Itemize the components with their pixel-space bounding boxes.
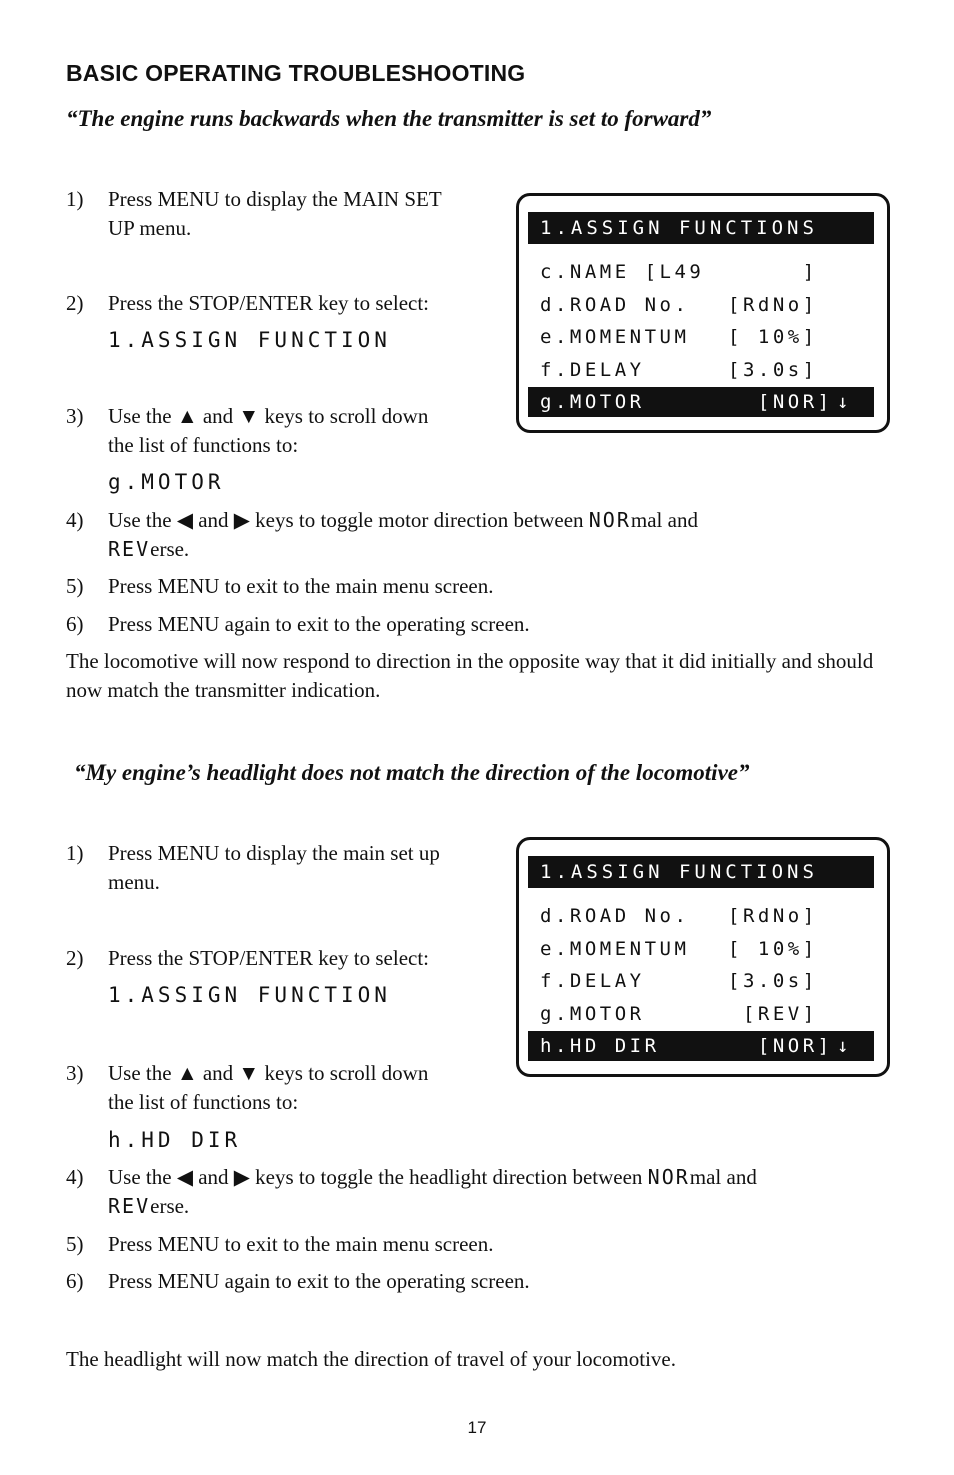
lcd-screen-headlight <box>516 837 890 1077</box>
lcd-row: f.DELAY [3.0s] <box>540 970 818 992</box>
down-arrow-icon: ↓ <box>837 1035 852 1057</box>
lcd-title: 1.ASSIGN FUNCTIONS <box>528 212 874 244</box>
section1-closing: The locomotive will now respond to direction in the opposite way that it did initially and should now match the transmitter indication. <box>66 649 874 702</box>
code-motor: g.MOTOR <box>108 470 225 494</box>
lcd-title: 1.ASSIGN FUNCTIONS <box>528 856 874 888</box>
lcd-row-selected: g.MOTOR [NOR] ↓ <box>528 387 874 417</box>
lcd-row: d.ROAD No. [RdNo] <box>540 905 818 927</box>
lcd-row: g.MOTOR [REV] <box>540 1003 818 1025</box>
code-hd-dir: h.HD DIR <box>108 1128 242 1152</box>
lcd-screen-motor <box>516 193 890 433</box>
page-heading: BASIC OPERATING TROUBLESHOOTING <box>66 60 526 86</box>
lcd-row: d.ROAD No. [RdNo] <box>540 294 818 316</box>
lcd-row: f.DELAY [3.0s] <box>540 359 818 381</box>
code-assign-function: 1.ASSIGN FUNCTION <box>108 328 391 352</box>
nor-code: NOR <box>647 1165 690 1189</box>
page-number: 17 <box>467 1418 487 1437</box>
section1-subtitle: “The engine runs backwards when the transmitter is set to forward” <box>66 106 712 131</box>
section2-subtitle: “My engine’s headlight does not match the direction of the locomotive” <box>74 760 750 785</box>
lcd-row: e.MOMENTUM [ 10%] <box>540 938 818 960</box>
rev-code: REV <box>108 1194 151 1218</box>
rev-code: REV <box>108 537 151 561</box>
lcd-row: e.MOMENTUM [ 10%] <box>540 326 818 348</box>
lcd-row-selected: h.HD DIR [NOR] ↓ <box>528 1031 874 1061</box>
code-assign-function: 1.ASSIGN FUNCTION <box>108 983 391 1007</box>
nor-code: NOR <box>588 508 631 532</box>
lcd-row: c.NAME [L49 ] <box>540 261 818 283</box>
section2-closing: The headlight will now match the direction of travel of your locomotive. <box>66 1347 676 1371</box>
down-arrow-icon: ↓ <box>837 391 852 413</box>
